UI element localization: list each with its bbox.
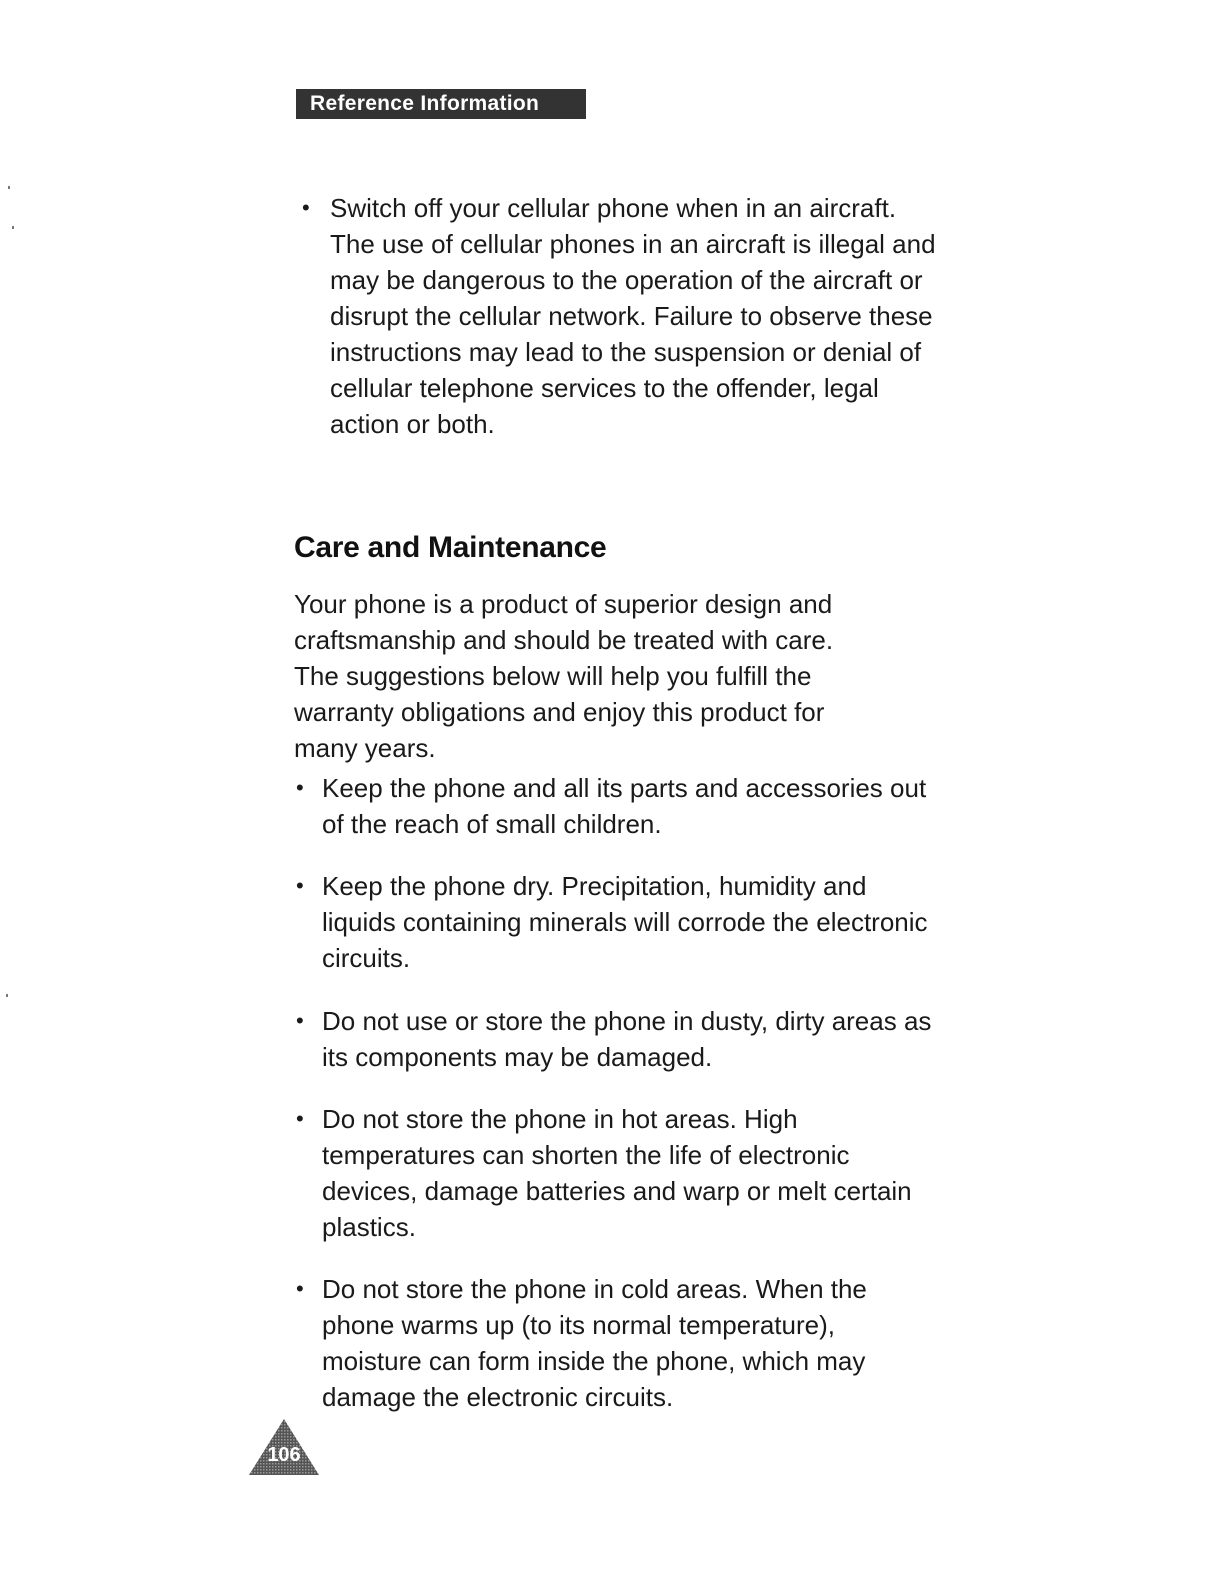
list-item-text: Switch off your cellular phone when in an aircraft. The use of cellular phones in an aircraft is illegal and may be dangerous to the operation of the aircraft or disrupt the cellular network. Failure to observe these instructions may lead to the suspension or denial of cellular telephone services to the offender, legal action or both.	[330, 193, 936, 439]
list-item	[296, 868, 936, 976]
list-item	[296, 1271, 936, 1415]
scan-mark	[6, 994, 8, 997]
bullet-icon: •	[296, 1106, 304, 1131]
bullet-icon: •	[302, 195, 310, 220]
list-item-text: Do not store the phone in hot areas. High temperatures can shorten the life of electronic devices, damage batteries and warp or melt certain plastics.	[322, 1104, 912, 1242]
scan-mark	[12, 226, 14, 229]
section-label: Reference Information	[310, 92, 540, 115]
list-item-text: Do not store the phone in cold areas. When the phone warms up (to its normal temperature), moisture can form inside the phone, which may damage the electronic circuits.	[322, 1274, 867, 1412]
section-header-tab	[296, 89, 586, 119]
bullet-icon: •	[296, 775, 304, 800]
list-item-text: Do not use or store the phone in dusty, dirty areas as its components may be damaged.	[322, 1006, 932, 1072]
bullet-icon: •	[296, 1276, 304, 1301]
list-item-text: Keep the phone and all its parts and accessories out of the reach of small children.	[322, 773, 927, 839]
intro-paragraph: Your phone is a product of superior design and craftsmanship and should be treated with care. The suggestions below will help you fulfill the warranty obligations and enjoy this product for many years.	[294, 589, 834, 763]
list-item	[296, 1003, 936, 1075]
bullet-icon: •	[296, 1008, 304, 1033]
section-heading: Care and Maintenance	[294, 531, 607, 564]
list-item-text: Keep the phone dry. Precipitation, humidity and liquids containing minerals will corrode the electronic circuits.	[322, 871, 928, 973]
list-item	[296, 770, 936, 842]
list-item	[296, 1101, 936, 1245]
page-number-badge	[248, 1418, 320, 1476]
list-item	[302, 190, 942, 442]
page-number: 106	[267, 1444, 301, 1466]
bullet-icon: •	[296, 873, 304, 898]
scan-mark	[8, 186, 10, 189]
